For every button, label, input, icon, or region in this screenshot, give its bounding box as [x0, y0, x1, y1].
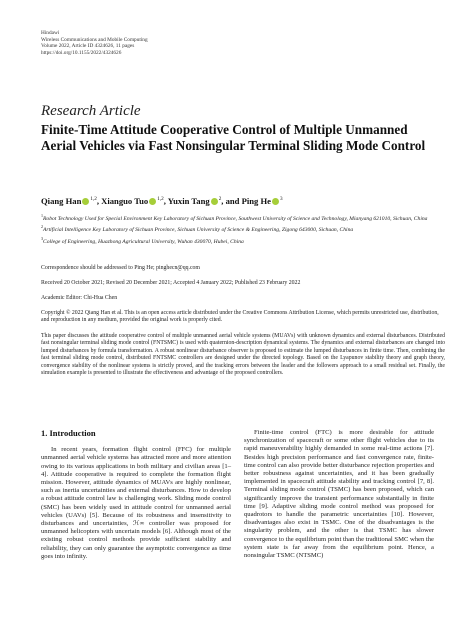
article-type: Research Article — [41, 103, 141, 119]
journal-name: Wireless Communications and Mobile Computing — [41, 36, 148, 43]
orcid-icon[interactable] — [272, 198, 279, 205]
orcid-icon[interactable] — [211, 198, 218, 205]
column-right — [244, 429, 434, 560]
doi-link[interactable]: https://doi.org/10.1155/2022/4324626 — [41, 49, 122, 56]
affiliation-item: $^2$Artificial Intelligence Key Laboratory of Sichuan Province, Sichuan University of Science & Engineering, Zigong 643000, Sichuan, China — [41, 224, 354, 234]
abstract: This paper discusses the attitude cooperative control of multiple unmanned aerial vehicle systems (MUAVs) with unknown dynamics and external disturbances. Distributed fast nonsingular terminal sliding mode control (FNTSMC) is used with quaternion-description dynamical systems. The dynamics and external disturbances are changed into lumped disturbances by formula transformation. A robust nonlinear disturbance observer is proposed to estimate the lumped disturbances in finite time. Then, combining the fast terminal sliding mode control, distributed FNTSMC controllers are designed under the directed topology. Based on the Lyapunov stability theory and graph theory, convergence stability of the nonlinear systems is strictly proved, and the tracking errors between the leader and the followers approach to a small residual set. Finally, the simulation example is presented to illustrate the effectiveness and advantage of the proposed controllers. — [41, 333, 445, 377]
section-heading: 1. Introduction — [41, 428, 96, 438]
author[interactable]: and Ping He $^3$ — [225, 196, 283, 206]
author[interactable]: Xianguo Tuo $^{1,2}$, — [101, 196, 166, 206]
publisher-name: Hindawi — [41, 30, 60, 36]
body-paragraph: Finite-time control (FTC) is more desirable for attitude synchronization of spacecraft or some other flight vehicles due to its rapid maneuverability highly demanded in some real-time actions [7]. Besides high precision performance and fast convergence rate, finite-time control can also provide better disturbance rejection properties and better robustness against uncertainties, and it has been gradually implemented in spacecraft attitude stability and tracking control [7, 8]. Terminal sliding mode control (TSMC) has been proposed, which can significantly improve the transient performance substantially in finite time [9]. Adaptive sliding mode control method was proposed for quadrotors to handle the parametric uncertainties [10]. However, disadvantages also exist in TSMC. One of the disadvantages is the singularity problem, and the other is that TSMC has slower convergence to the equilibrium point than the traditional SMC when the system state is far away from the equilibrium point. Hence, a nonsingular TSMC (NTSMC) — [244, 429, 434, 560]
affiliations — [41, 212, 445, 246]
orcid-icon[interactable] — [149, 198, 156, 205]
body-paragraph: In recent years, formation flight control (FFC) for multiple unmanned aerial vehicle systems has attracted more and more attention owing to its various applications in both military and civilian areas [1–4]. Attitude cooperative is required to complete the formation flight mission. However, attitude dynamics of MUAVs are highly nonlinear, such as inertia uncertainties and external disturbances. How to develop a robust attitude control law is challenging work. Sliding mode control (SMC) has been widely used in attitude control for unmanned aerial vehicles (UAVs) [5]. Because of its robustness and insensitivity to disturbances and uncertainties, ℋ∞ controller was proposed for unmanned helicopters with uncertain models [6]. Although most of the existing robust control methods provide sufficient stability and reliability, they can only guarantee the asymptotic convergence as time goes into infinity. — [41, 446, 231, 560]
affiliation-item: $^3$College of Engineering, Huazhong Agricultural University, Wuhan 430070, Hubei, China — [41, 235, 244, 245]
volume-info: Volume 2022, Article ID 4324626, 11 pages — [41, 43, 135, 50]
correspondence: Correspondence should be addressed to Ping He; pinghecn@qq.com — [41, 265, 200, 271]
academic-editor: Academic Editor: Chi-Hua Chen — [41, 295, 118, 301]
copyright-notice: Copyright © 2022 Qiang Han et al. This is an open access article distributed under the Creative Commons Attribution License, which permits unrestricted use, distribution, and reproduction in any medium, provided the original work is properly cited. — [41, 310, 439, 324]
column-left — [41, 429, 231, 561]
author[interactable]: Yuxin Tang $^2$, — [167, 196, 224, 206]
article-dates: Received 20 October 2021; Revised 20 December 2021; Accepted 4 January 2022; Published 23 February 2022 — [41, 280, 301, 286]
affiliation-item: $^1$Robot Technology Used for Special Environment Key Laboratory of Sichuan Province, Southwest University of Science and Technology, Mianyang 621010, Sichuan, China — [41, 213, 428, 222]
author[interactable]: Qiang Han $^{1,2}$, — [41, 196, 99, 206]
journal-header — [41, 30, 148, 56]
orcid-icon[interactable] — [82, 198, 89, 205]
paper-title: Finite-Time Attitude Cooperative Control of Multiple Unmanned Aerial Vehicles via Fast Nonsingular Terminal Sliding Mode Control — [41, 122, 426, 154]
author-list — [41, 196, 283, 206]
